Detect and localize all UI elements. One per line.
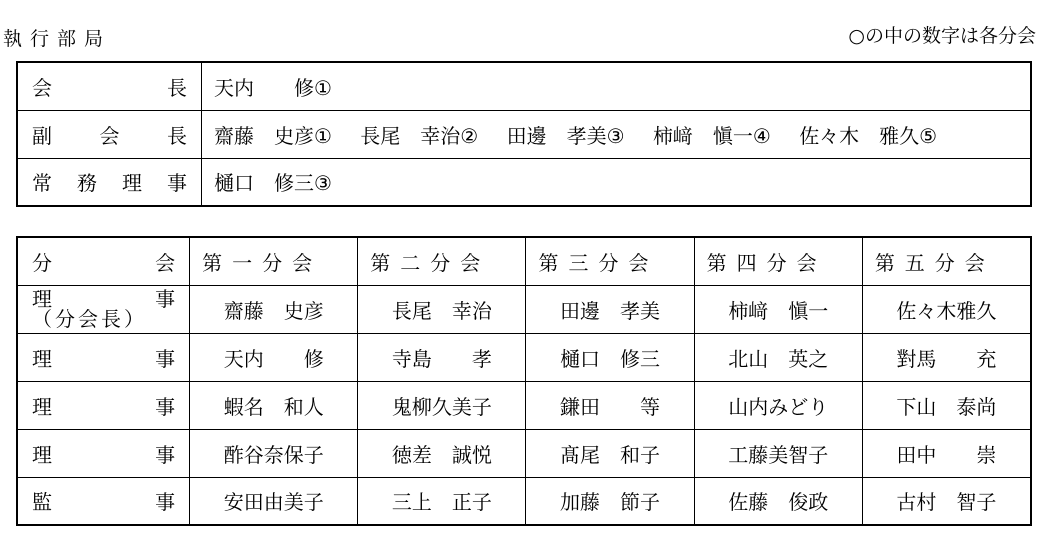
- member-name: 田邊 孝美③: [506, 123, 625, 148]
- role-char: 理: [32, 442, 52, 467]
- role-char: 事: [155, 287, 176, 311]
- names-cell: [202, 62, 1032, 110]
- role-char: 監: [32, 490, 52, 515]
- table-cell: 山内みどり: [694, 381, 862, 429]
- role-char: 理: [32, 287, 52, 311]
- role-char: 事: [155, 346, 176, 371]
- role-char: 理: [32, 346, 52, 371]
- role-char: 会: [155, 250, 176, 275]
- column-header: 第四分会: [694, 237, 862, 285]
- role-cell: [17, 62, 202, 110]
- branch-table: [16, 236, 1032, 526]
- table-row: [17, 158, 1031, 206]
- column-header: 第五分会: [862, 237, 1031, 285]
- table-cell: 佐々木雅久: [862, 285, 1031, 333]
- role-char: 副: [32, 123, 52, 148]
- table-cell: 三上 正子: [358, 477, 526, 525]
- role-char: 長: [167, 75, 187, 100]
- table-cell: 柿﨑 愼一: [694, 285, 862, 333]
- table-cell: 鬼柳久美子: [358, 381, 526, 429]
- role-header-cell: [17, 237, 190, 285]
- table-cell: 寺島 孝: [358, 333, 526, 381]
- table-cell: 蝦名 和人: [190, 381, 358, 429]
- table-cell: 田邊 孝美: [526, 285, 694, 333]
- role-cell: [17, 158, 202, 206]
- table-cell: 鎌田 等: [526, 381, 694, 429]
- member-name: 天内 修①: [214, 75, 332, 100]
- column-header: 第二分会: [358, 237, 526, 285]
- table-cell: 天内 修: [190, 333, 358, 381]
- page-title: 執行部局: [3, 28, 112, 50]
- role-cell: [17, 285, 190, 333]
- role-subtitle: （分会長）: [32, 307, 147, 331]
- role-char: 事: [155, 490, 176, 515]
- role-char: 理: [32, 394, 52, 419]
- table-cell: 工藤美智子: [694, 429, 862, 477]
- member-name: 長尾 幸治②: [360, 123, 479, 148]
- table-cell: 樋口 修三: [526, 333, 694, 381]
- role-cell: [17, 429, 190, 477]
- table-row: [17, 62, 1031, 110]
- role-char: 事: [167, 171, 187, 196]
- role-char: 事: [155, 442, 176, 467]
- member-name: 佐々木 雅久⑤: [799, 123, 938, 148]
- role-char: 常: [32, 171, 52, 196]
- table-cell: 佐藤 俊政: [694, 477, 862, 525]
- role-cell: [17, 110, 202, 158]
- table-row: [17, 477, 1031, 525]
- role-char: 事: [155, 394, 176, 419]
- role-char: 分: [32, 250, 52, 275]
- table-row: [17, 285, 1031, 333]
- role-cell: [17, 381, 190, 429]
- table-row: [17, 381, 1031, 429]
- table-row: [17, 110, 1031, 158]
- table-cell: 古村 智子: [862, 477, 1031, 525]
- role-char: 務: [77, 171, 97, 196]
- table-cell: 酢谷奈保子: [190, 429, 358, 477]
- table-cell: 長尾 幸治: [358, 285, 526, 333]
- table-cell: 下山 泰尚: [862, 381, 1031, 429]
- table-cell: 安田由美子: [190, 477, 358, 525]
- page-note: ○の中の数字は各分会: [848, 25, 1036, 47]
- table-row: [17, 333, 1031, 381]
- table-cell: 對馬 充: [862, 333, 1031, 381]
- member-name: 柿﨑 愼一④: [652, 123, 771, 148]
- role-cell: [17, 477, 190, 525]
- table-header-row: [17, 237, 1031, 285]
- executive-table: [16, 61, 1032, 207]
- member-name: 樋口 修三③: [214, 171, 332, 196]
- member-name: 齋藤 史彦①: [214, 123, 332, 148]
- role-cell: [17, 333, 190, 381]
- column-header: 第一分会: [190, 237, 358, 285]
- table-row: [17, 429, 1031, 477]
- table-cell: 徳差 誠悦: [358, 429, 526, 477]
- table-cell: 髙尾 和子: [526, 429, 694, 477]
- role-char: 会: [99, 123, 120, 148]
- table-cell: 加藤 節子: [526, 477, 694, 525]
- column-header: 第三分会: [526, 237, 694, 285]
- table-cell: 田中 崇: [862, 429, 1031, 477]
- names-cell: [202, 110, 1032, 158]
- role-char: 会: [32, 75, 52, 100]
- role-char: 理: [122, 171, 142, 196]
- table-cell: 齋藤 史彦: [190, 285, 358, 333]
- table-cell: 北山 英之: [694, 333, 862, 381]
- role-char: 長: [167, 123, 187, 148]
- names-cell: [202, 158, 1032, 206]
